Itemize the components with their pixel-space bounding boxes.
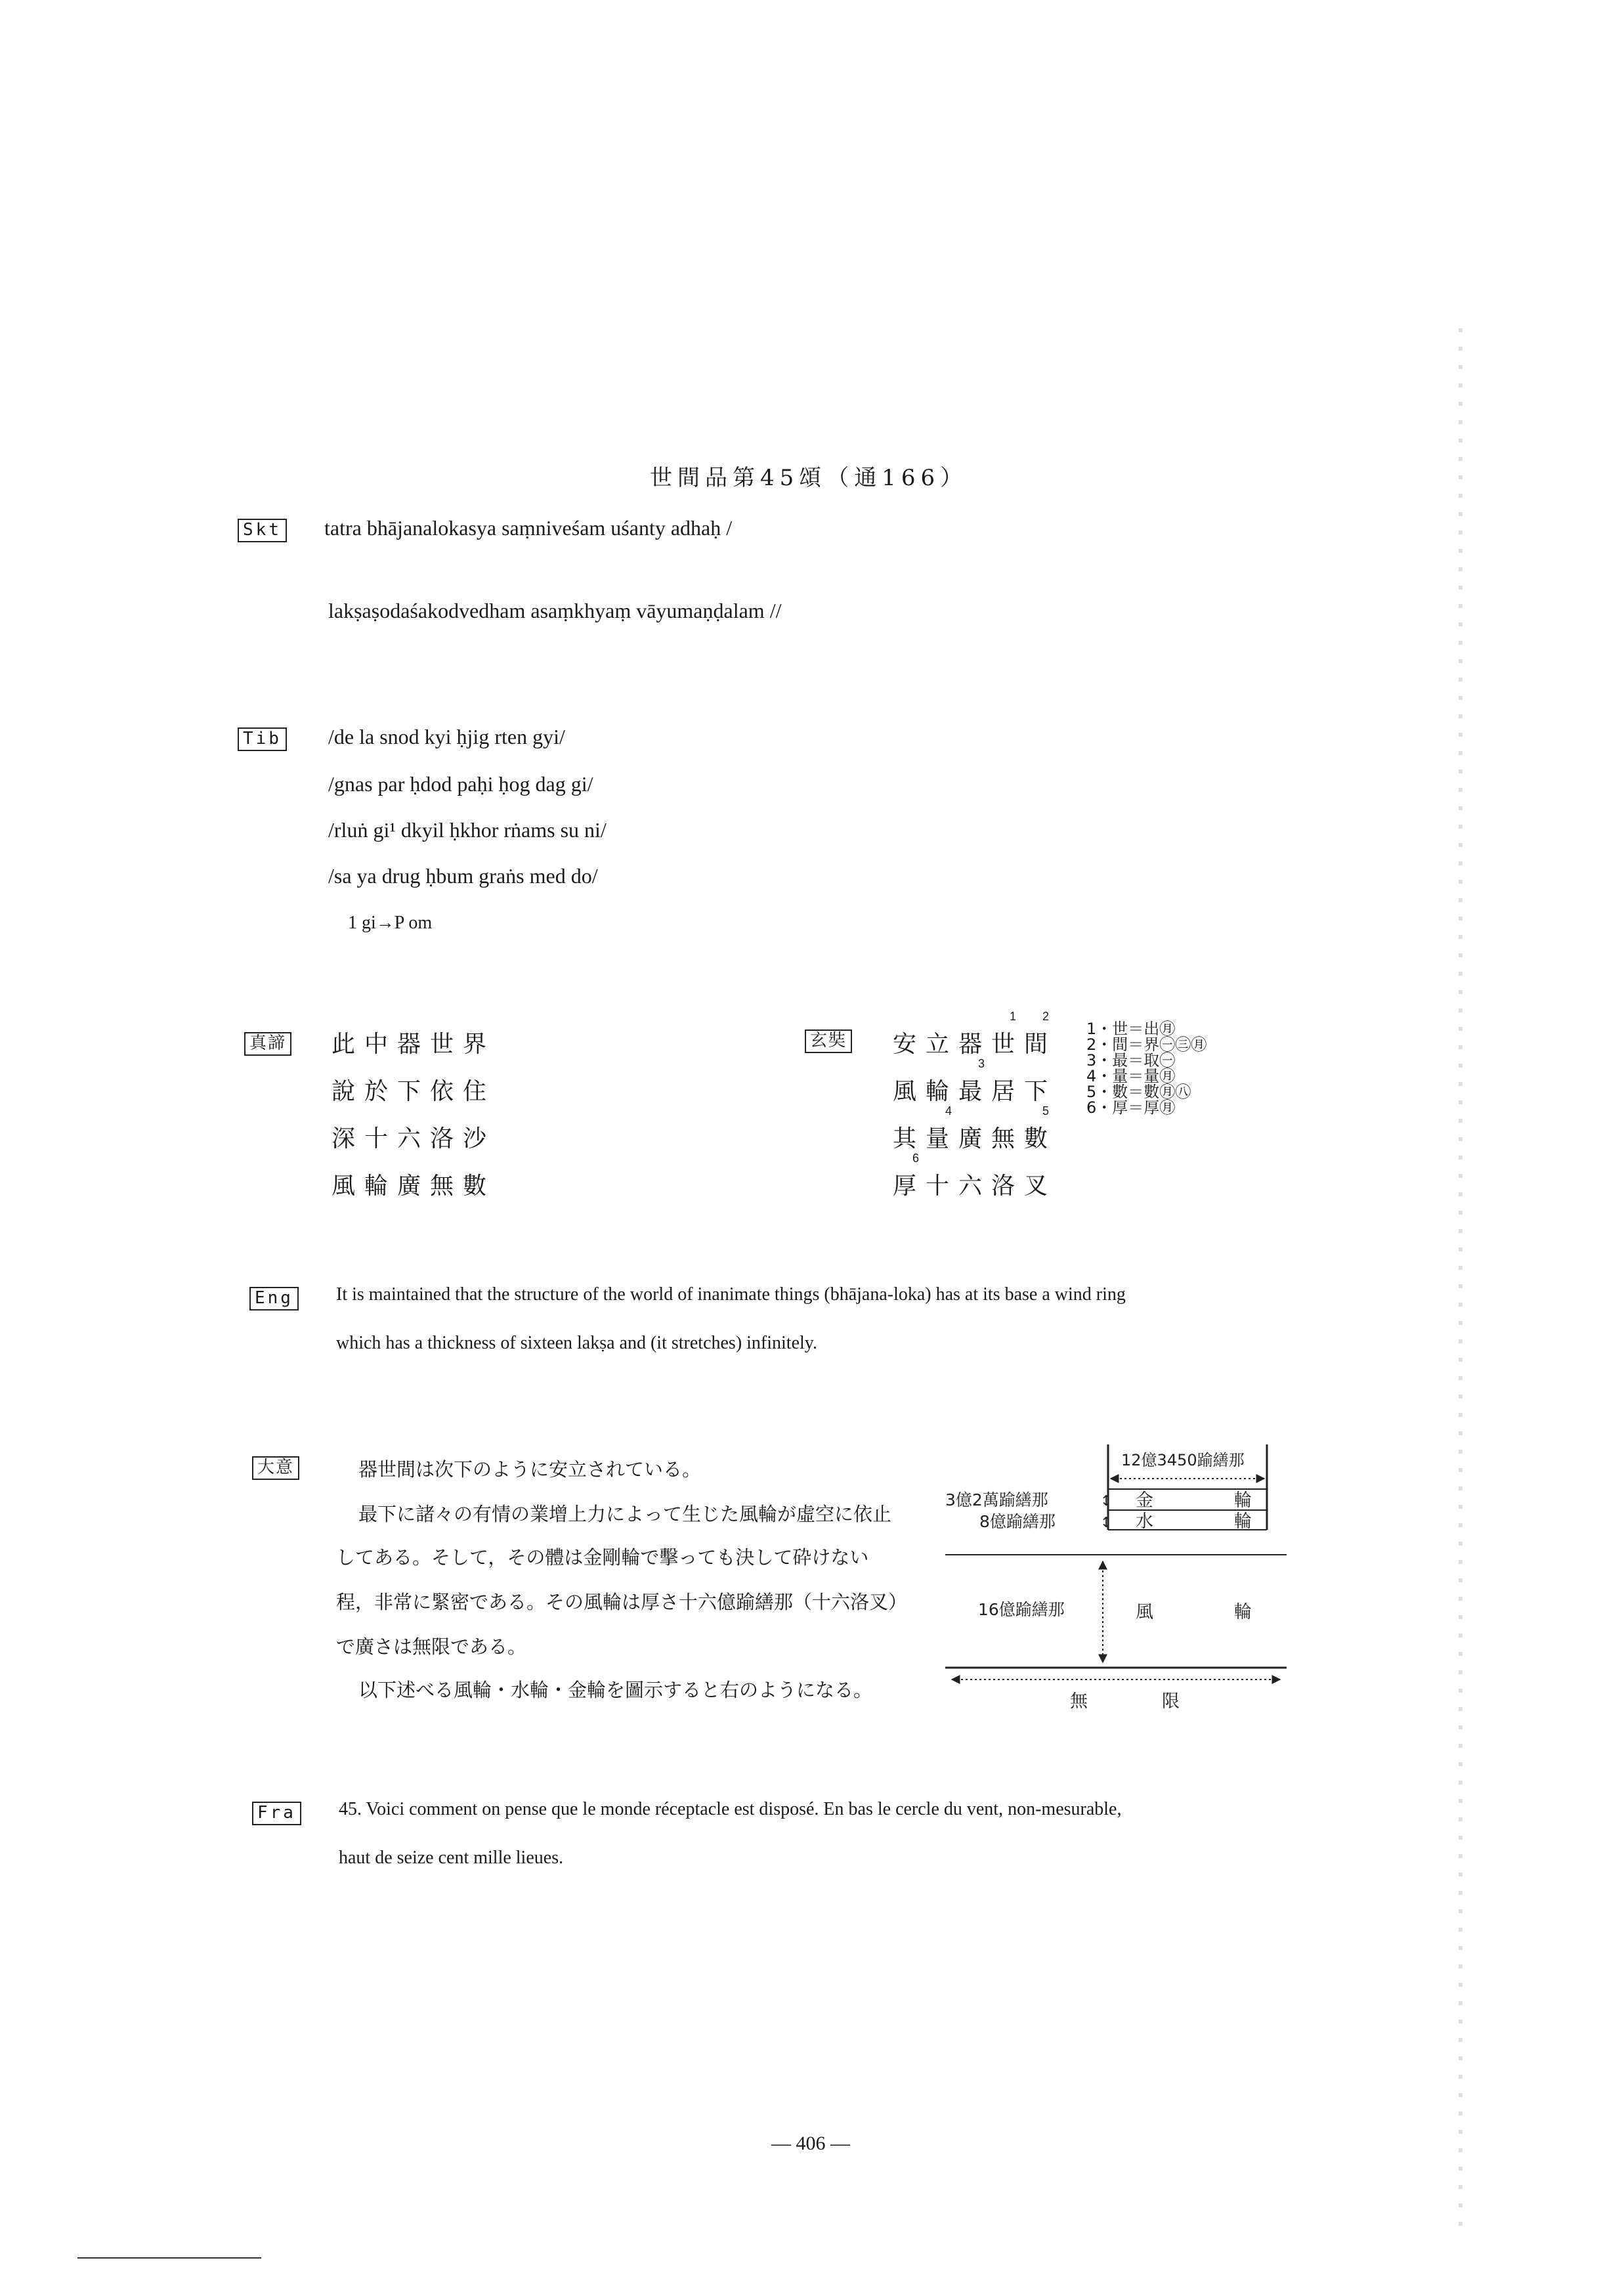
variant-note-4: 4・量＝量㊊ — [1086, 1067, 1176, 1085]
fra-line-2: haut de seize cent mille lieues. — [339, 1848, 564, 1868]
variant-note-1: 1・世＝出㊊ — [1086, 1020, 1176, 1038]
gold-ring-left: 金 — [1136, 1490, 1153, 1511]
skt-line-2: lakṣaṣodaśakodvedham asaṃkhyaṃ vāyumaṇḍalam // — [328, 599, 782, 622]
taii-line-3: してある。そして，その體は金剛輪で擊っても決して砕けない — [336, 1546, 869, 1569]
xuanzang-line-1: 安立器世間 — [893, 1031, 1058, 1058]
taii-line-6: 以下述べる風輪・水輪・金輪を圖示すると右のようになる。 — [358, 1679, 873, 1701]
page-title: 世間品第45頌（通166） — [650, 465, 968, 491]
gold-ring-right: 輪 — [1234, 1490, 1252, 1511]
wind-ring-left: 風 — [1136, 1602, 1153, 1622]
xuanzang-line-3: 其量廣無數 — [893, 1125, 1058, 1152]
variant-note-3: 3・最＝取㊀ — [1086, 1051, 1176, 1070]
scan-edge-artifact — [1459, 328, 1463, 2232]
xuanzang-line-4: 厚十六洛叉 — [893, 1173, 1058, 1200]
fra-line-1: 45. Voici comment on pense que le monde réceptacle est disposé. En bas le cercle du vent, non-mesurable, — [339, 1799, 1122, 1819]
tib-tag: Tib — [238, 727, 287, 751]
taii-tag: 大意 — [252, 1456, 299, 1480]
xuanzang-mark-1: 1 — [1010, 1010, 1017, 1023]
skt-line-1: tatra bhājanalokasya saṃniveśam uśanty adhaḥ / — [324, 516, 733, 540]
variant-note-6: 6・厚＝厚㊊ — [1086, 1098, 1176, 1117]
zhenti-tag: 真諦 — [244, 1032, 291, 1056]
xuanzang-tag: 玄奘 — [805, 1029, 852, 1053]
water-ring-right: 輪 — [1234, 1511, 1252, 1532]
skt-tag: Skt — [238, 519, 287, 542]
xuanzang-mark-6: 6 — [912, 1152, 920, 1165]
tib-line-4: /sa ya drug ḥbum graṅs med do/ — [328, 864, 598, 888]
water-arrow-glyph: ↕ — [1100, 1515, 1113, 1531]
diagram-water-label: 8億踰繕那 — [979, 1512, 1056, 1531]
footer-rule — [77, 2257, 261, 2259]
fra-tag: Fra — [252, 1802, 301, 1825]
water-ring-left: 水 — [1136, 1511, 1153, 1532]
tib-line-2: /gnas par ḥdod paḥi ḥog dag gi/ — [328, 772, 593, 796]
taii-line-5: で廣さは無限である。 — [336, 1635, 527, 1658]
variant-note-5: 5・數＝數㊊㊇ — [1086, 1083, 1191, 1101]
taii-line-1: 器世間は次下のように安立されている。 — [358, 1458, 702, 1481]
tib-line-1: /de la snod kyi ḥjig rten gyi/ — [328, 725, 565, 748]
infinite-right: 限 — [1162, 1691, 1180, 1712]
zhenti-line-3: 深十六洛沙 — [331, 1125, 496, 1152]
page-number: — 406 — — [771, 2133, 850, 2154]
taii-line-4: 程，非常に緊密である。その風輪は厚さ十六億踰繕那（十六洛叉） — [336, 1591, 908, 1613]
wind-ring-right: 輪 — [1234, 1602, 1252, 1622]
eng-line-2: which has a thickness of sixteen lakṣa and (it stretches) infinitely. — [336, 1333, 817, 1353]
xuanzang-mark-2: 2 — [1042, 1010, 1050, 1023]
xuanzang-mark-5: 5 — [1042, 1104, 1050, 1117]
variant-note-2: 2・間＝界㊀㊂㊊ — [1086, 1035, 1207, 1054]
eng-line-1: It is maintained that the structure of the world of inanimate things (bhājana-loka) has at its base a wind ring — [336, 1284, 1126, 1305]
taii-line-2: 最下に諸々の有情の業增上力によって生じた風輪が虛空に依止 — [358, 1503, 892, 1525]
eng-tag: Eng — [249, 1287, 299, 1310]
xuanzang-mark-4: 4 — [945, 1104, 952, 1117]
zhenti-line-1: 此中器世界 — [331, 1031, 496, 1058]
diagram-gold-label: 3億2萬踰繕那 — [945, 1490, 1048, 1509]
diagram-wind-label: 16億踰繕那 — [978, 1600, 1065, 1619]
world-structure-diagram — [945, 1444, 1326, 1720]
infinite-left: 無 — [1070, 1691, 1088, 1712]
zhenti-line-2: 說於下依住 — [331, 1078, 496, 1105]
xuanzang-mark-3: 3 — [978, 1057, 985, 1070]
tib-line-3: /rluṅ gi¹ dkyil ḥkhor rṅams su ni/ — [328, 818, 607, 842]
xuanzang-line-2: 風輪最居下 — [893, 1078, 1058, 1105]
diagram-top-label: 12億3450踰繕那 — [1121, 1451, 1245, 1469]
tib-variant-note: 1 gi→P om — [348, 913, 433, 933]
gold-arrow-glyph: ↕ — [1100, 1493, 1113, 1509]
zhenti-line-4: 風輪廣無數 — [331, 1173, 496, 1200]
